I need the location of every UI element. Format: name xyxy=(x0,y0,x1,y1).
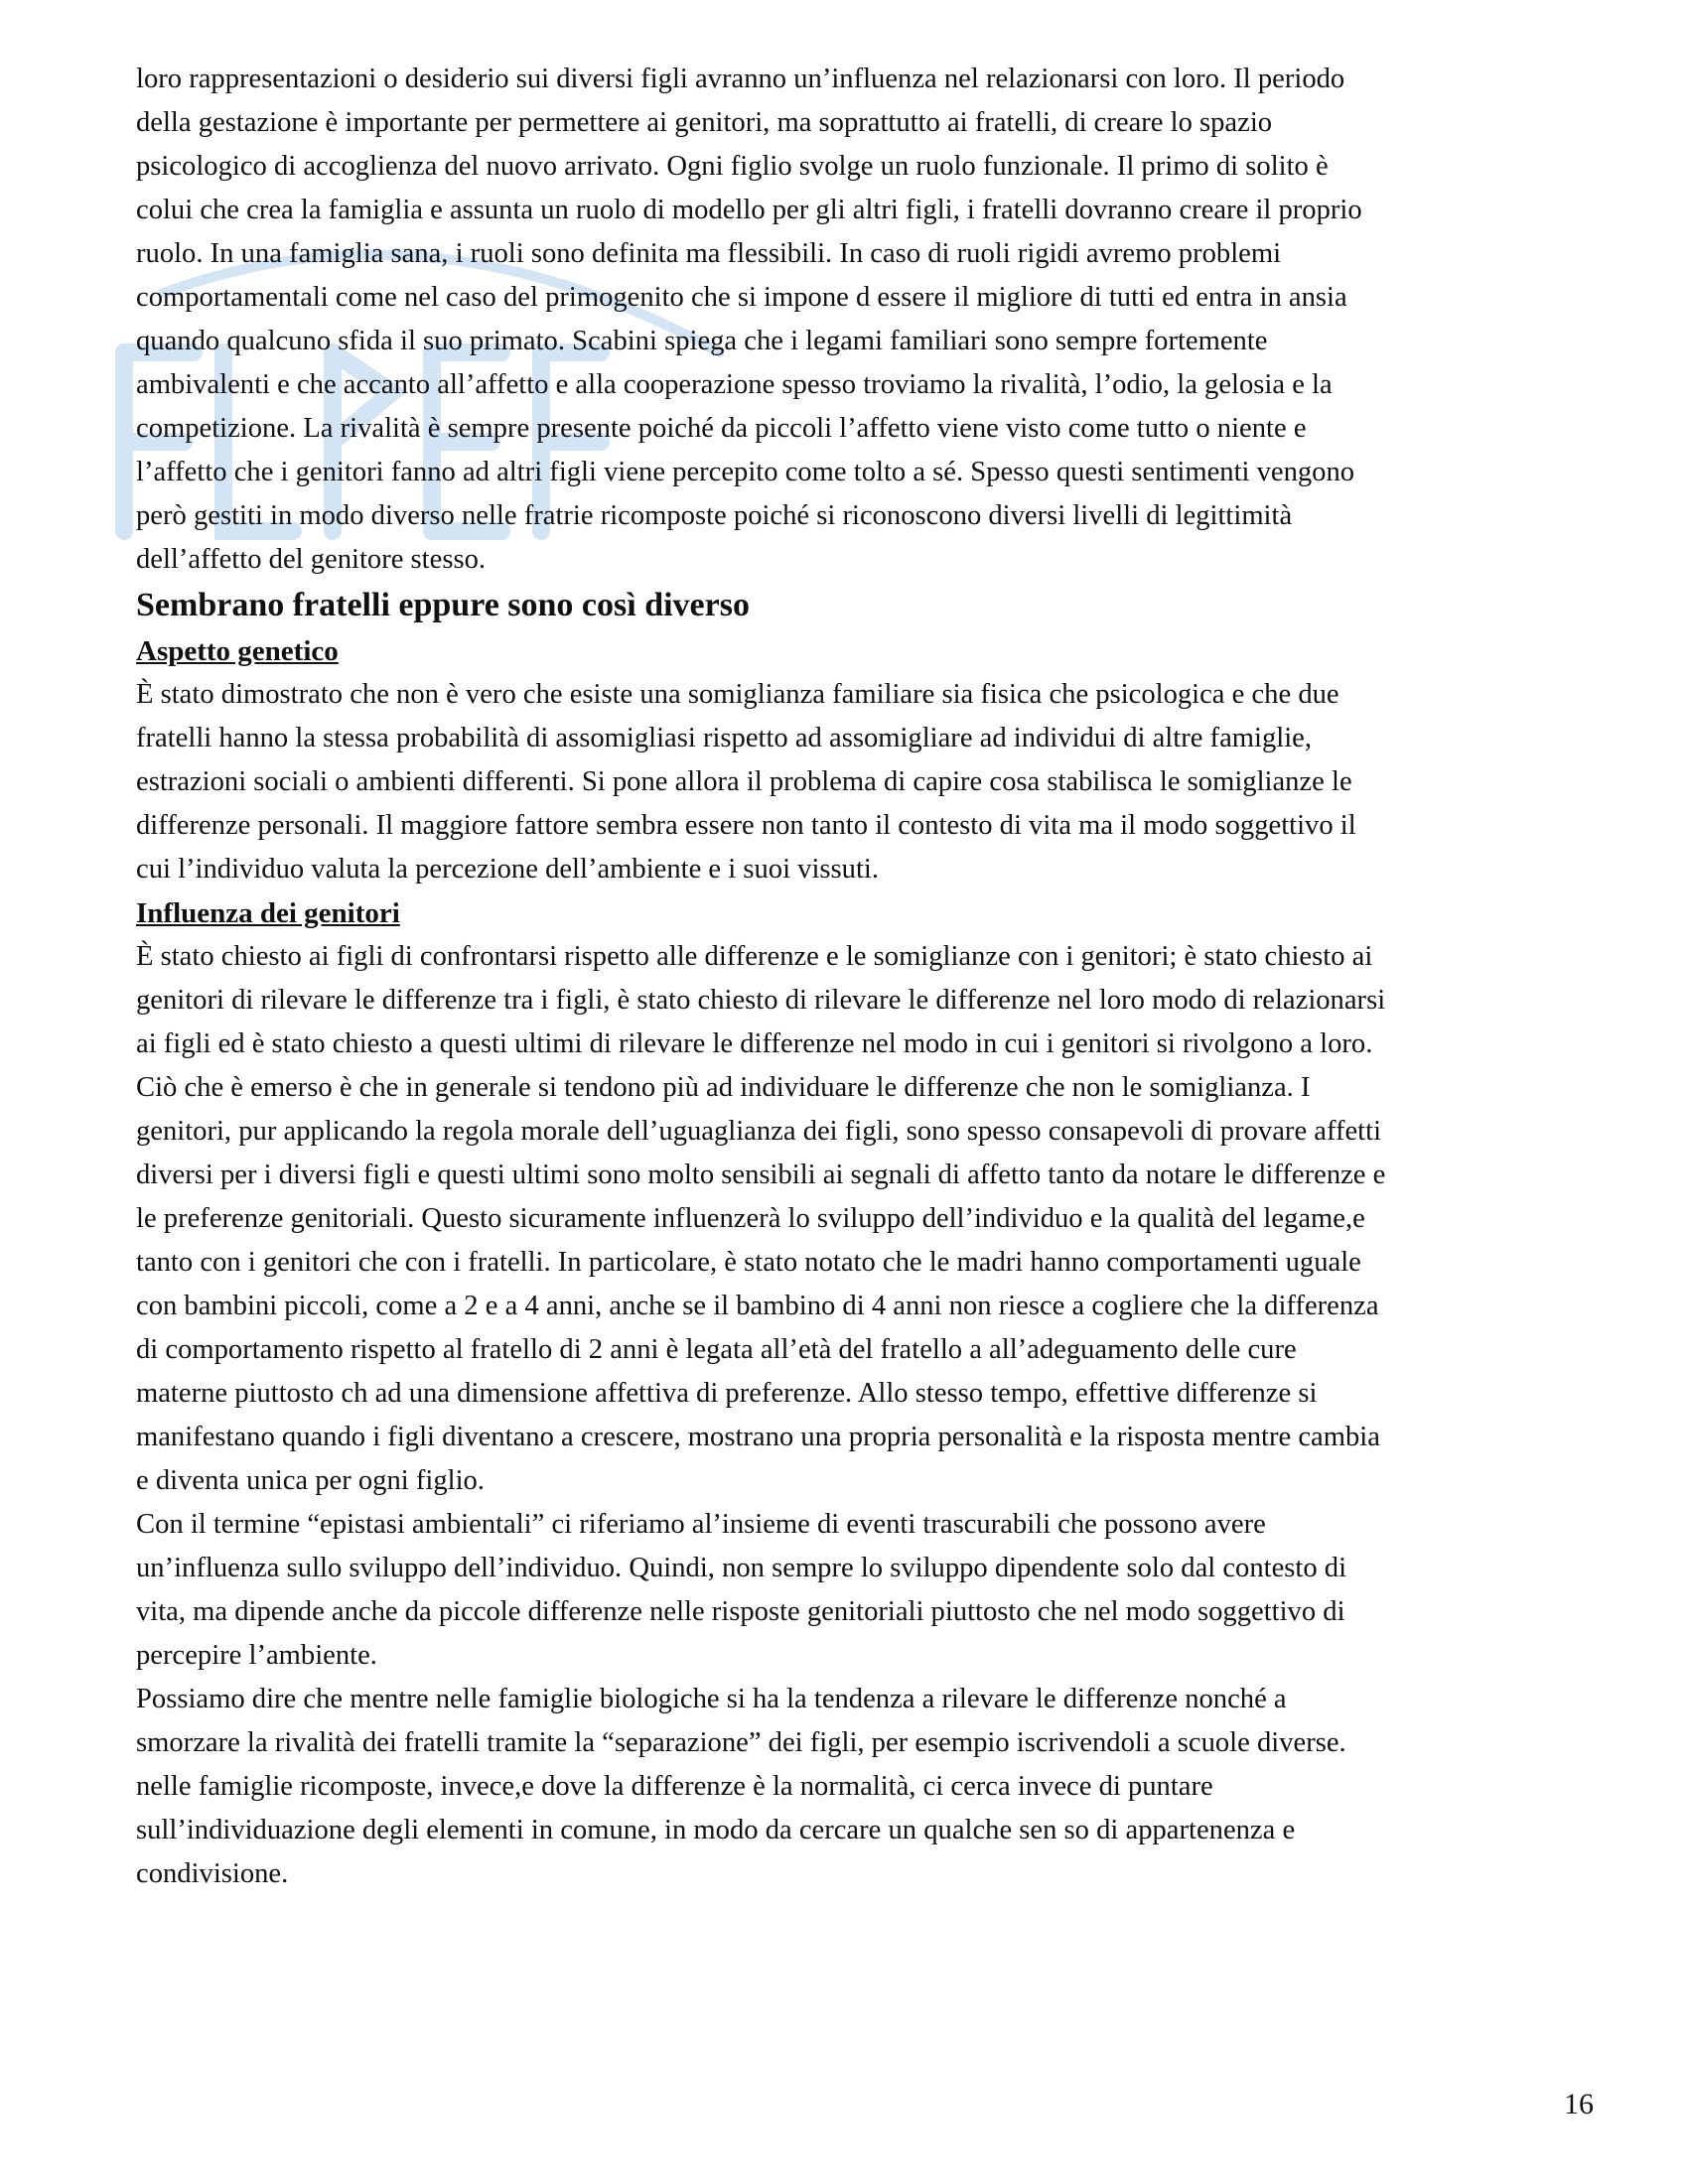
text-line: e diventa unica per ogni figlio. xyxy=(136,1465,485,1496)
text-line: percepire l’ambiente. xyxy=(136,1640,377,1671)
text-line: differenze personali. Il maggiore fattore sembra essere non tanto il contesto di vita ma il modo soggettivo il xyxy=(136,810,1356,841)
section-heading: Sembrano fratelli eppure sono così diverso xyxy=(136,587,750,623)
text-line: tanto con i genitori che con i fratelli. In particolare, è stato notato che le madri hanno comportamenti uguale xyxy=(136,1247,1361,1278)
paragraph-influenza-genitori xyxy=(136,935,1596,1503)
text-line: È stato dimostrato che non è vero che esiste una somiglianza familiare sia fisica che psicologica e che due xyxy=(136,679,1339,710)
text-line: di comportamento rispetto al fratello di 2 anni è legata all’età del fratello a all’adeguamento delle cure xyxy=(136,1334,1297,1365)
document-body xyxy=(136,58,1596,1896)
subheading-influenza-genitori: Influenza dei genitori xyxy=(136,897,400,929)
text-line: diversi per i diversi figli e questi ultimi sono molto sensibili ai segnali di affetto tanto da notare le differenze e xyxy=(136,1160,1386,1190)
text-line: comportamentali come nel caso del primogenito che si impone d essere il migliore di tutti ed entra in ansia xyxy=(136,282,1347,313)
text-line: Possiamo dire che mentre nelle famiglie biologiche si ha la tendenza a rilevare le differenze nonché a xyxy=(136,1684,1287,1714)
page-number: 16 xyxy=(1564,2088,1594,2120)
paragraph-epistasi xyxy=(136,1503,1596,1678)
text-line: Con il termine “epistasi ambientali” ci riferiamo al’insieme di eventi trascurabili che possono avere xyxy=(136,1509,1266,1540)
text-line: ai figli ed è stato chiesto a questi ultimi di rilevare le differenze nel modo in cui i genitori si rivolgono a loro. xyxy=(136,1028,1373,1059)
text-line: un’influenza sullo sviluppo dell’individuo. Quindi, non sempre lo sviluppo dipendente solo dal contesto di xyxy=(136,1553,1347,1583)
paragraph-famiglie xyxy=(136,1678,1596,1896)
text-line: psicologico di accoglienza del nuovo arrivato. Ogni figlio svolge un ruolo funzionale. Il primo di solito è xyxy=(136,151,1329,182)
text-line: della gestazione è importante per permettere ai genitori, ma soprattutto ai fratelli, di creare lo spazio xyxy=(136,107,1273,138)
text-line: ruolo. In una famiglia sana, i ruoli sono definita ma flessibili. In caso di ruoli rigidi avremo problemi xyxy=(136,238,1282,269)
subheading-aspetto-genetico: Aspetto genetico xyxy=(136,635,339,667)
text-line: sull’individuazione degli elementi in comune, in modo da cercare un qualche sen so di appartenenza e xyxy=(136,1815,1296,1845)
text-line: quando qualcuno sfida il suo primato. Scabini spiega che i legami familiari sono sempre fortemente xyxy=(136,326,1268,356)
text-line: l’affetto che i genitori fanno ad altri figli viene percepito come tolto a sé. Spesso questi sentimenti vengono xyxy=(136,457,1355,487)
text-line: competizione. La rivalità è sempre presente poiché da piccoli l’affetto viene visto come tutto o niente e xyxy=(136,413,1307,444)
text-line: Ciò che è emerso è che in generale si tendono più ad individuare le differenze che non le somiglianza. I xyxy=(136,1072,1311,1103)
text-line: ambivalenti e che accanto all’affetto e alla cooperazione spesso troviamo la rivalità, l’odio, la gelosia e la xyxy=(136,369,1333,400)
text-line: cui l’individuo valuta la percezione dell’ambiente e i suoi vissuti. xyxy=(136,854,879,885)
text-line: materne piuttosto ch ad una dimensione affettiva di preferenze. Allo stesso tempo, effettive differenze si xyxy=(136,1378,1318,1409)
text-line: loro rappresentazioni o desiderio sui diversi figli avranno un’influenza nel relazionarsi con loro. Il periodo xyxy=(136,64,1345,94)
text-line: però gestiti in modo diverso nelle fratrie ricomposte poiché si riconoscono diversi livelli di legittimità xyxy=(136,500,1293,531)
text-line: condivisione. xyxy=(136,1858,289,1889)
text-line: vita, ma dipende anche da piccole differenze nelle risposte genitoriali piuttosto che nel modo soggettivo di xyxy=(136,1596,1345,1627)
text-line: con bambini piccoli, come a 2 e a 4 anni, anche se il bambino di 4 anni non riesce a cogliere che la differenza xyxy=(136,1291,1379,1321)
text-line: genitori di rilevare le differenze tra i figli, è stato chiesto di rilevare le differenze nel loro modo di relazionarsi xyxy=(136,985,1386,1016)
text-line: dell’affetto del genitore stesso. xyxy=(136,544,487,575)
paragraph-aspetto-genetico xyxy=(136,673,1596,891)
text-line: fratelli hanno la stessa probabilità di assomigliasi rispetto ad assomigliare ad individui di altre famiglie, xyxy=(136,723,1312,753)
text-line: manifestano quando i figli diventano a crescere, mostrano una propria personalità e la risposta mentre cambia xyxy=(136,1422,1380,1452)
text-line: estrazioni sociali o ambienti differenti. Si pone allora il problema di capire cosa stabilisca le somiglianze le xyxy=(136,766,1352,797)
text-line: smorzare la rivalità dei fratelli tramite la “separazione” dei figli, per esempio iscrivendoli a scuole diverse. xyxy=(136,1727,1346,1758)
text-line: genitori, pur applicando la regola morale dell’uguaglianza dei figli, sono spesso consapevoli di provare affetti xyxy=(136,1116,1382,1147)
paragraph-intro xyxy=(136,58,1596,582)
text-line: È stato chiesto ai figli di confrontarsi rispetto alle differenze e le somiglianze con i genitori; è stato chiesto ai xyxy=(136,941,1373,972)
text-line: nelle famiglie ricomposte, invece,e dove la differenze è la normalità, ci cerca invece di puntare xyxy=(136,1771,1213,1802)
text-line: le preferenze genitoriali. Questo sicuramente influenzerà lo sviluppo dell’individuo e la qualità del legame,e xyxy=(136,1203,1365,1234)
text-line: colui che crea la famiglia e assunta un ruolo di modello per gli altri figli, i fratelli dovranno creare il proprio xyxy=(136,195,1362,225)
